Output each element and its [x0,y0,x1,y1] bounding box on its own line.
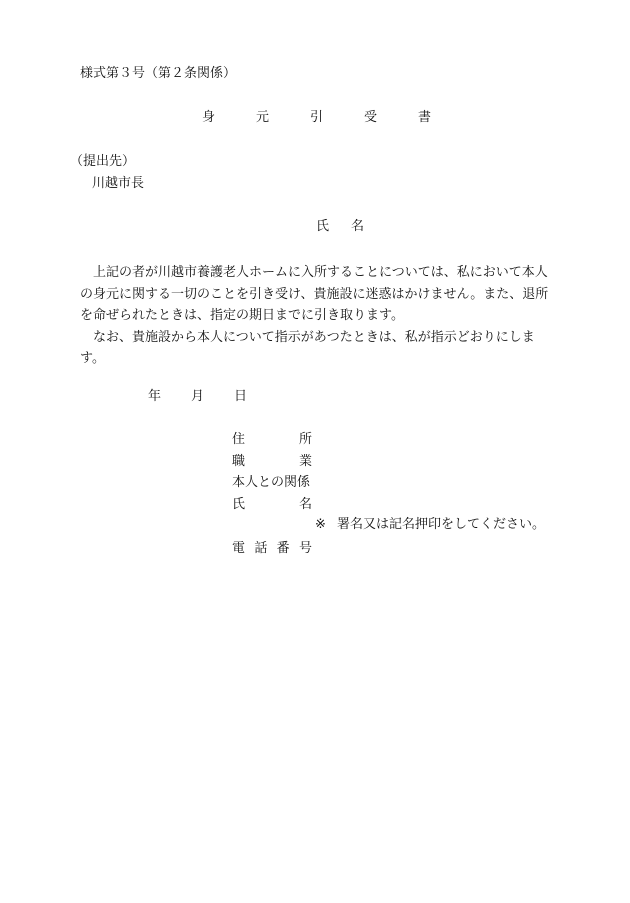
label-char: 所 [298,432,312,447]
title-char: 元 [256,110,270,125]
name-char: 名 [351,219,365,234]
label-char: 号 [298,541,312,556]
date-day: 日 [234,389,248,404]
label-char: 業 [298,454,312,469]
body-paragraph: なお、貴施設から本人について指示があつたときは、私が指示どおりにします。 [80,329,535,366]
title-char: 引 [310,110,324,125]
form-number: 様式第３号（第２条関係） [80,66,237,81]
label-char: 住 [232,432,246,447]
name-char: 氏 [316,219,330,234]
label-char: 氏 [232,497,246,512]
label-char: 職 [232,454,246,469]
label-char: 電 [232,541,246,556]
title-char: 書 [418,110,432,125]
label-char: 番 [276,541,290,556]
name-label [232,498,312,511]
date-month: 月 [191,389,205,404]
label-char: 話 [254,541,268,556]
reference-mark: ※ [315,517,326,532]
address-label [232,433,312,446]
body-text [80,262,550,370]
relationship-label [232,476,312,489]
title-char: 受 [364,110,378,125]
label-char: 名 [298,497,312,512]
note-text: 署名又は記名押印をしてください。 [337,517,546,532]
phone-label [232,542,312,555]
applicant-name-label [316,220,364,233]
addressee-label: （提出先） [70,154,136,169]
body-paragraph: 上記の者が川越市養護老人ホームに入所することについては、私において本人の身元に関する一切のことを引き受け、貴施設に迷惑はかけません。また、退所を命ぜられたときは、指定の期日までに引き取ります。 [80,265,549,323]
date-line [148,390,247,403]
signature-note [315,518,545,531]
addressee: 川越市長 [92,176,145,191]
label-text: 本人との関係 [232,475,311,490]
occupation-label [232,455,312,468]
title-char: 身 [202,110,216,125]
date-year: 年 [148,389,162,404]
